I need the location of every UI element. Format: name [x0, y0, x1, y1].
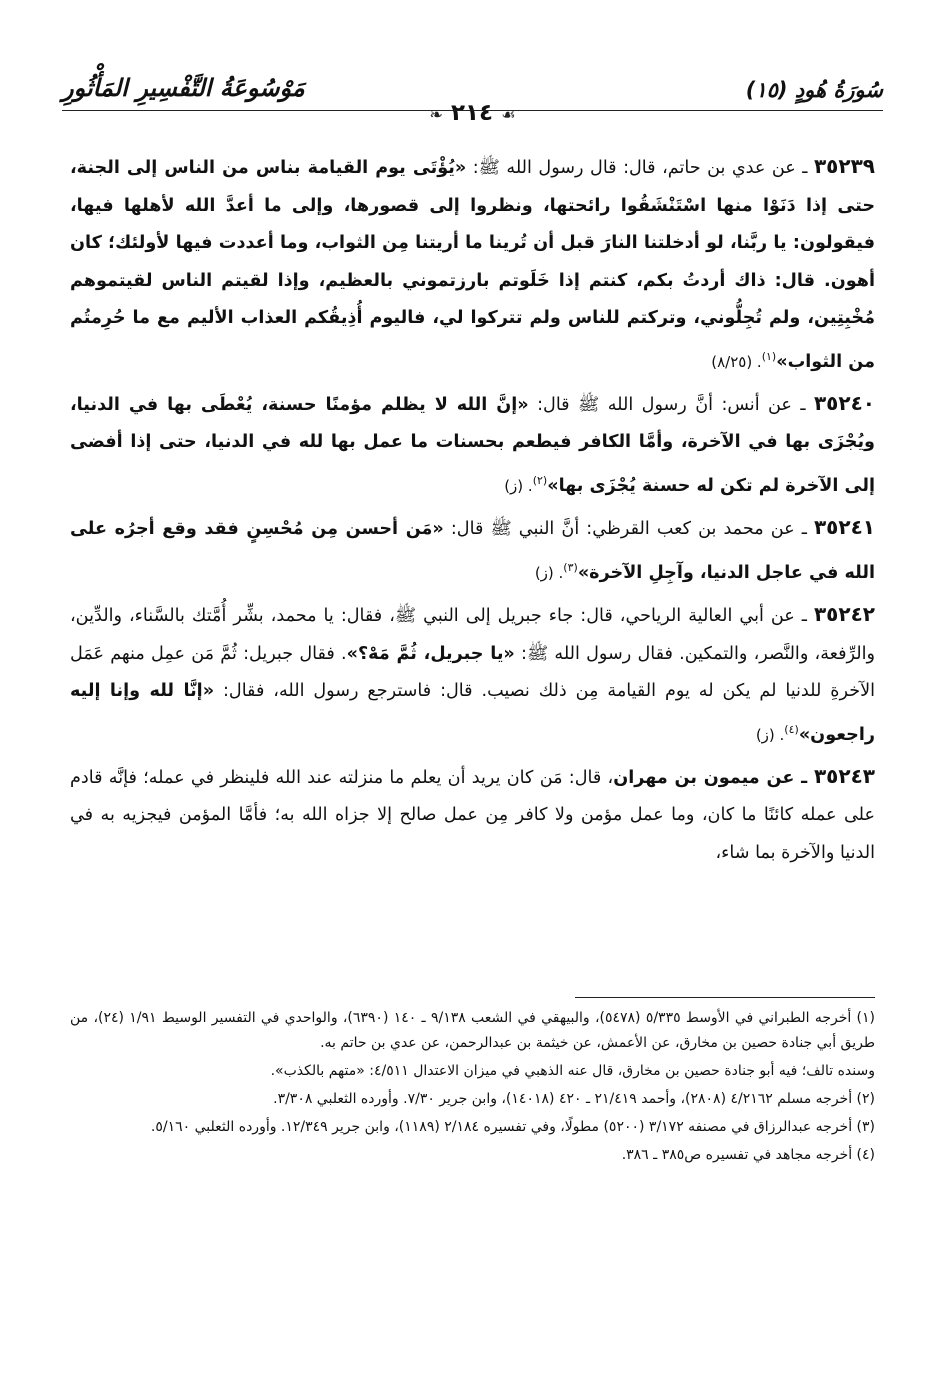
entry-text: . فقال جبريل: ثُمَّ مَن عمِل منهم عَمَل الآخرةِ للدنيا لم يكن له يوم القيامة مِن ذلك نصيب. قال: فاسترجع رسول الله، فقال:	[70, 643, 875, 702]
entry-number: ٣٥٢٤٢	[813, 602, 875, 627]
entry-chain: ـ عن أبي العالية الرياحي، قال: جاء جبريل إلى النبي ﷺ، فقال: يا محمد، بشِّر أُمَّتك بالسَّناء، والدِّين، والرِّفعة، والنَّصر، والتمكين. فقال رسول الله ﷺ:	[70, 606, 875, 664]
entry-reference: . (ز)	[755, 725, 785, 744]
footnote-marker: (١)	[761, 349, 777, 363]
hadith-entry	[70, 385, 875, 505]
footnotes	[70, 1006, 875, 1171]
entry-quote: «يُؤْتَى يوم القيامة بناس من الناس إلى الجنة، حتى إذا دَنَوْا منها اسْتَنْشَقُوا رائحتها، ونظروا إلى قصورها، وإلى ما أعدَّ الله لأهلها فيها، فيقولون: يا ربَّنا، لو أدخلتنا النارَ قبل أن تُرينا ما أريتنا مِن الثواب، وما أعددت فيها لأولئك؛ كان أهون. قال: ذاك أردتُ بكم، كنتم إذا خَلَوتم بارزتموني بالعظيم، وإذا لقيتم الناس لقيتموهم مُخْبِتِين، ولم تُجِلُّوني، وتركتم للناس ولم تتركوا لي، فاليوم أُذِيقُكم العذاب الأليم مع ما حُرِمتُم من الثواب»	[70, 158, 875, 372]
footnote: (١) أخرجه الطبراني في الأوسط ٥/٣٣٥ (٥٤٧٨)، والبيهقي في الشعب ٩/١٣٨ ـ ١٤٠ (٦٣٩٠)، والواحدي في التفسير الوسيط ١/٩١ (٢٤)، من طريق أبي جنادة حصين بن مخارق، عن الأعمش، عن خيثمة بن عبدالرحمن، عن عدي بن حاتم به.	[70, 1010, 876, 1051]
footnote-marker: (٣)	[563, 560, 578, 574]
running-head-book-title: مَوْسُوعَةُ التَّفْسِيرِ المَأْثُورِ	[62, 74, 305, 102]
footnote-marker: (٢)	[532, 473, 548, 487]
page-header	[62, 70, 883, 136]
running-head-sura: سُورَةُ هُودٍ (١٥)	[745, 78, 883, 102]
hadith-entry	[70, 596, 875, 754]
header-rule	[62, 110, 883, 111]
footnote: وسنده تالف؛ فيه أبو جنادة حصين بن مخارق، قال عنه الذهبي في ميزان الاعتدال ٤/٥١١: «متهم بالكذب».	[270, 1063, 875, 1079]
entry-quote-2: «إنَّا لله وإنا إليه راجعون»	[70, 681, 875, 745]
entry-number: ٣٥٢٤٣	[813, 763, 875, 788]
footnote-marker: (٤)	[784, 722, 799, 736]
hadith-entry	[70, 148, 875, 381]
entry-chain: ـ عن ميمون بن مهران	[613, 767, 814, 788]
ornament-icon: ☙	[501, 105, 516, 124]
hadith-entry	[70, 509, 875, 592]
footnote-divider	[575, 997, 875, 998]
hadith-entry	[70, 758, 875, 873]
entry-text: ، قال: مَن كان يريد أن يعلم ما منزلته عند الله فلينظر في عمله؛ فإنَّه قادم على عمله كائنًا ما كان، وما عمل مؤمن ولا كافر مِن عمل صالح إلا جزاه الله به؛ فأمَّا المؤمن فيجزيه به في الدنيا والآخرة بما شاء،	[70, 767, 875, 863]
entry-chain: ـ عن محمد بن كعب القرظي: أنَّ النبي ﷺ قال:	[443, 519, 814, 540]
entry-chain: ـ عن أنس: أنَّ رسول الله ﷺ قال:	[528, 394, 814, 415]
entry-reference: . (ز)	[504, 476, 533, 495]
main-text	[70, 148, 875, 876]
footnote: (٤) أخرجه مجاهد في تفسيره ص٣٨٥ ـ ٣٨٦.	[621, 1147, 875, 1163]
entry-quote: «إنَّ الله لا يظلم مؤمنًا حسنة، يُعْطَى بها في الدنيا، ويُجْزَى بها في الآخرة، وأمَّا الكافر فيطعم بحسنات ما عمل بها لله في الدنيا، حتى إذا أفضى إلى الآخرة لم تكن له حسنة يُجْزَى بها»	[70, 394, 875, 496]
footnote: (٢) أخرجه مسلم ٤/٢١٦٢ (٢٨٠٨)، وأحمد ٢١/٤١٩ ـ ٤٢٠ (١٤٠١٨)، وابن جرير ٧/٣٠. وأورده الثعلبي ٣/٣٠٨.	[273, 1091, 875, 1107]
page-number-value: ٢١٤	[450, 100, 494, 126]
entry-chain: ـ عن عدي بن حاتم، قال: قال رسول الله ﷺ:	[466, 158, 814, 178]
entry-number: ٣٥٢٤١	[813, 515, 875, 540]
ornament-icon: ❧	[429, 105, 443, 124]
entry-number: ٣٥٢٣٩	[813, 154, 875, 178]
page-number	[62, 100, 883, 126]
entry-quote: «يا جبريل، ثُمَّ مَهْ؟»	[346, 643, 515, 664]
footnote: (٣) أخرجه عبدالرزاق في مصنفه ٣/١٧٢ (٥٢٠٠) مطولًا، وفي تفسيره ٢/١٨٤ (١١٨٩)، وابن جرير ١٢/٣٤٩. وأورده الثعلبي ٥/١٦٠.	[150, 1119, 875, 1135]
entry-number: ٣٥٢٤٠	[813, 390, 875, 415]
entry-reference: . (٨/٢٥)	[711, 352, 762, 371]
entry-quote: «مَن أحسن مِن مُحْسِنٍ فقد وقع أجرُه على الله في عاجل الدنيا، وآجِلِ الآخرة»	[70, 519, 875, 583]
entry-reference: . (ز)	[534, 563, 564, 582]
